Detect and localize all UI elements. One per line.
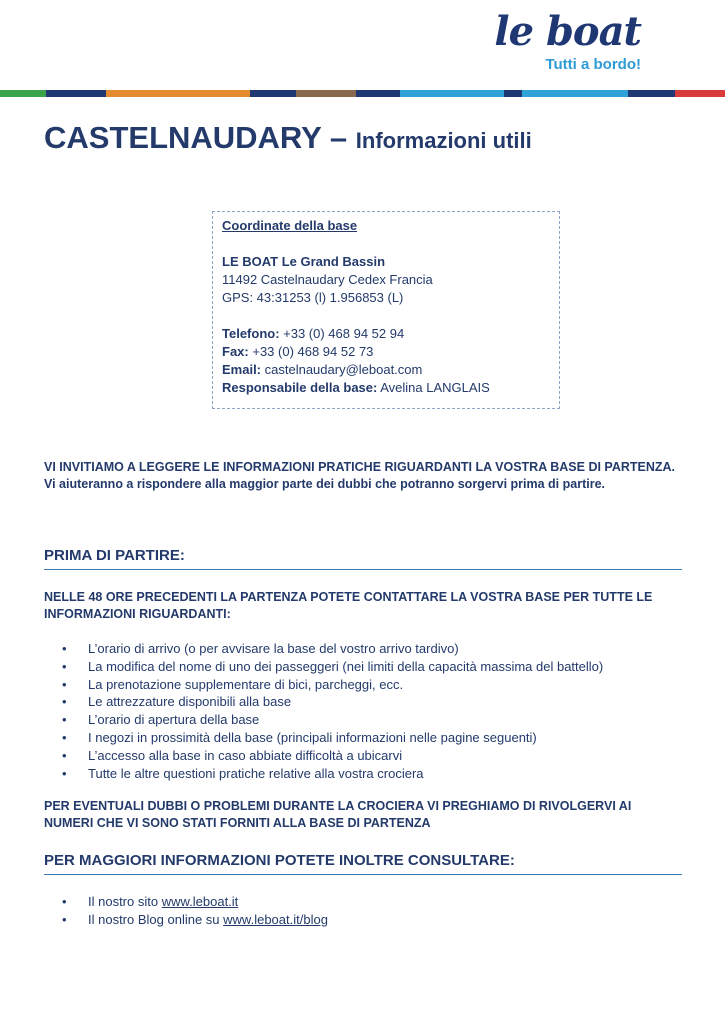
fax-value: +33 (0) 468 94 52 73 [248, 344, 374, 359]
invitation-line-1: VI INVITIAMO A LEGGERE LE INFORMAZIONI PRATICHE RIGUARDANTI LA VOSTRA BASE DI PARTENZA. [44, 460, 676, 474]
list-item: • L’orario di arrivo (o per avvisare la base del vostro arrivo tardivo) [62, 640, 603, 658]
stripe-segment [628, 90, 675, 97]
base-email-row [222, 361, 550, 379]
list-item: • Tutte le altre questioni pratiche relative alla vostra crociera [62, 765, 603, 783]
email-label: Email: [222, 362, 262, 377]
base-phone-row [222, 325, 550, 343]
before-departure-list [62, 640, 603, 782]
logo-tagline: Tutti a bordo! [545, 56, 641, 73]
section-heading-more-info: PER MAGGIORI INFORMAZIONI POTETE INOLTRE CONSULTARE: [44, 852, 515, 869]
blog-prefix: Il nostro Blog online su [88, 911, 224, 927]
stripe-segment [250, 90, 296, 97]
section-heading-before-departure: PRIMA DI PARTIRE: [44, 547, 185, 564]
manager-label: Responsabile della base: [222, 380, 378, 395]
page-title-sub: Informazioni utili [355, 128, 532, 153]
list-item: • I negozi in prossimità della base (principali informazioni nelle pagine seguenti) [62, 729, 603, 747]
list-item: • Le attrezzature disponibili alla base [62, 693, 603, 711]
more-info-list [62, 893, 328, 929]
email-value: castelnaudary@leboat.com [261, 362, 423, 377]
list-item: • L’orario di apertura della base [62, 711, 603, 729]
section-divider [44, 569, 682, 570]
website-prefix: Il nostro sito [88, 894, 162, 909]
stripe-segment [106, 90, 250, 97]
base-fax-row [222, 343, 550, 361]
brand-logo [494, 10, 641, 73]
cruise-issues-note: PER EVENTUALI DUBBI O PROBLEMI DURANTE LA CROCIERA VI PREGHIAMO DI RIVOLGERVI AI NUMERI CHE VI SONO STATI FORNITI ALLA BASE DI PARTENZA [44, 799, 632, 830]
brand-color-stripe [0, 90, 725, 97]
manager-value: Avelina LANGLAIS [377, 380, 490, 395]
phone-label: Telefono: [222, 326, 280, 341]
invitation-text [44, 459, 684, 493]
list-item-blog [62, 911, 328, 929]
base-coordinates-heading: Coordinate della base [222, 218, 358, 233]
website-link[interactable]: www.leboat.it [161, 894, 239, 909]
stripe-segment [0, 90, 46, 97]
logo-wordmark: le boat [494, 8, 641, 55]
fax-label: Fax: [222, 344, 249, 359]
invitation-line-2: Vi aiuteranno a rispondere alla maggior parte dei dubbi che potranno sorgervi prima di partire. [44, 477, 606, 491]
list-item: • La modifica del nome di uno dei passeggeri (nei limiti della capacità massima del battello) [62, 658, 603, 676]
list-item: • L’accesso alla base in caso abbiate difficoltà a ubicarvi [62, 747, 603, 765]
stripe-segment [46, 90, 106, 97]
base-coordinates-box [212, 211, 560, 409]
page-title-main: CASTELNAUDARY – [44, 120, 356, 155]
stripe-segment [296, 90, 356, 97]
stripe-segment [675, 90, 725, 97]
phone-value: +33 (0) 468 94 52 94 [279, 326, 405, 341]
stripe-segment [522, 90, 628, 97]
base-address: 11492 Castelnaudary Cedex Francia [222, 272, 433, 287]
stripe-segment [504, 90, 522, 97]
base-gps: GPS: 43:31253 (l) 1.956853 (L) [222, 290, 404, 305]
base-name: LE BOAT Le Grand Bassin [222, 254, 386, 269]
stripe-segment [356, 90, 400, 97]
before-departure-intro: NELLE 48 ORE PRECEDENTI LA PARTENZA POTETE CONTATTARE LA VOSTRA BASE PER TUTTE LE INFORMAZIONI RIGUARDANTI: [44, 590, 653, 621]
list-item: • La prenotazione supplementare di bici, parcheggi, ecc. [62, 676, 603, 694]
section-divider [44, 874, 682, 875]
base-manager-row [222, 379, 550, 397]
list-item-website [62, 893, 328, 911]
blog-link[interactable]: www.leboat.it/blog [223, 911, 328, 927]
page-title [44, 120, 532, 156]
stripe-segment [400, 90, 504, 97]
